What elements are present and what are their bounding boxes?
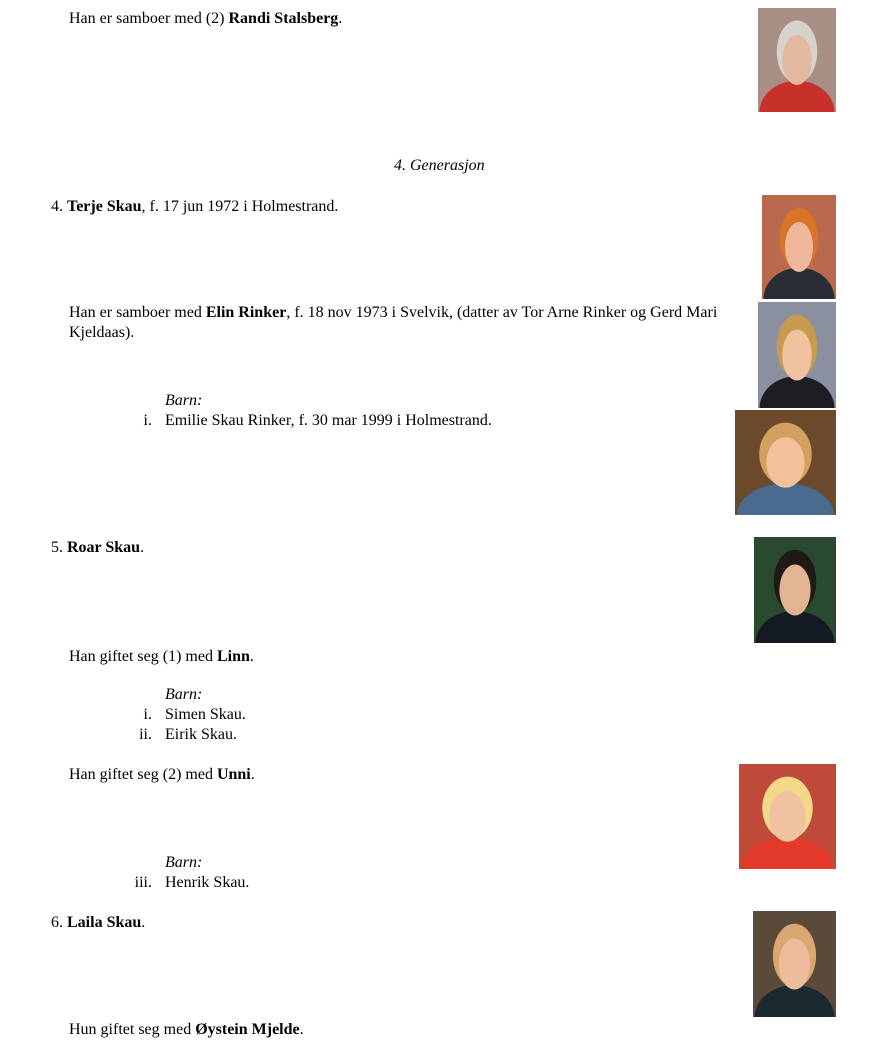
portrait-photo-roar: [754, 537, 836, 643]
partner-line-elin-continued: Kjeldaas).: [69, 324, 135, 341]
partner-details: , f. 18 nov 1973 i Svelvik, (datter av Tor Arne Rinker og Gerd Mari: [286, 304, 718, 321]
marriage-line-oystein: [69, 1020, 304, 1040]
child-number: iii.: [134, 874, 152, 891]
partner-prefix: Han er samboer med (2): [69, 10, 229, 27]
children-label: Barn:: [165, 392, 203, 409]
spouse-name: Linn: [216, 648, 250, 665]
child-text: Emilie Skau Rinker, f. 30 mar 1999 i Holmestrand.: [165, 412, 492, 429]
partner-line-elin: [69, 303, 717, 323]
spouse-name: Øystein Mjelde: [195, 1021, 300, 1038]
portrait-photo-laila: [753, 911, 836, 1017]
person-name: Laila Skau: [67, 914, 142, 931]
child-item: [120, 705, 246, 725]
portrait-photo-randi: [758, 8, 836, 112]
partner-prefix: Han er samboer med: [69, 304, 206, 321]
person-line-terje: [51, 197, 338, 217]
person-number: 5.: [51, 539, 63, 556]
child-item: [120, 725, 237, 745]
child-text: Simen Skau.: [165, 706, 246, 723]
child-number: ii.: [139, 726, 152, 743]
person-details: , f. 17 jun 1972 i Holmestrand.: [141, 198, 339, 215]
generation-heading: 4. Generasjon: [394, 157, 485, 174]
partner-suffix: .: [338, 10, 343, 27]
portrait-photo-terje: [762, 195, 836, 299]
child-text: Henrik Skau.: [165, 874, 250, 891]
marriage-suffix: .: [249, 648, 254, 665]
children-label: Barn:: [165, 686, 203, 703]
children-label: Barn:: [165, 854, 203, 871]
marriage-prefix: Han giftet seg (1) med: [69, 648, 217, 665]
spouse-name: Unni: [216, 766, 251, 783]
person-line-roar: [51, 538, 144, 558]
partner-line-randi: [69, 9, 342, 29]
child-number: i.: [143, 706, 152, 723]
person-name: Terje Skau: [67, 198, 142, 215]
child-item: [120, 411, 492, 431]
person-name: Roar Skau: [67, 539, 141, 556]
portrait-photo-elin: [758, 302, 836, 408]
person-number: 6.: [51, 914, 63, 931]
marriage-line-unni: [69, 765, 255, 785]
child-number: i.: [143, 412, 152, 429]
child-text: Eirik Skau.: [165, 726, 237, 743]
person-line-laila: [51, 913, 145, 933]
portrait-photo-emilie: [735, 410, 836, 515]
marriage-prefix: Han giftet seg (2) med: [69, 766, 217, 783]
child-item: [120, 873, 249, 893]
partner-name: Randi Stalsberg: [228, 10, 339, 27]
marriage-suffix: .: [299, 1021, 304, 1038]
portrait-photo-unni: [739, 764, 836, 869]
person-details: .: [140, 539, 145, 556]
person-number: 4.: [51, 198, 63, 215]
marriage-line-linn: [69, 647, 254, 667]
partner-name: Elin Rinker: [205, 304, 287, 321]
marriage-suffix: .: [250, 766, 255, 783]
marriage-prefix: Hun giftet seg med: [69, 1021, 196, 1038]
person-details: .: [141, 914, 146, 931]
